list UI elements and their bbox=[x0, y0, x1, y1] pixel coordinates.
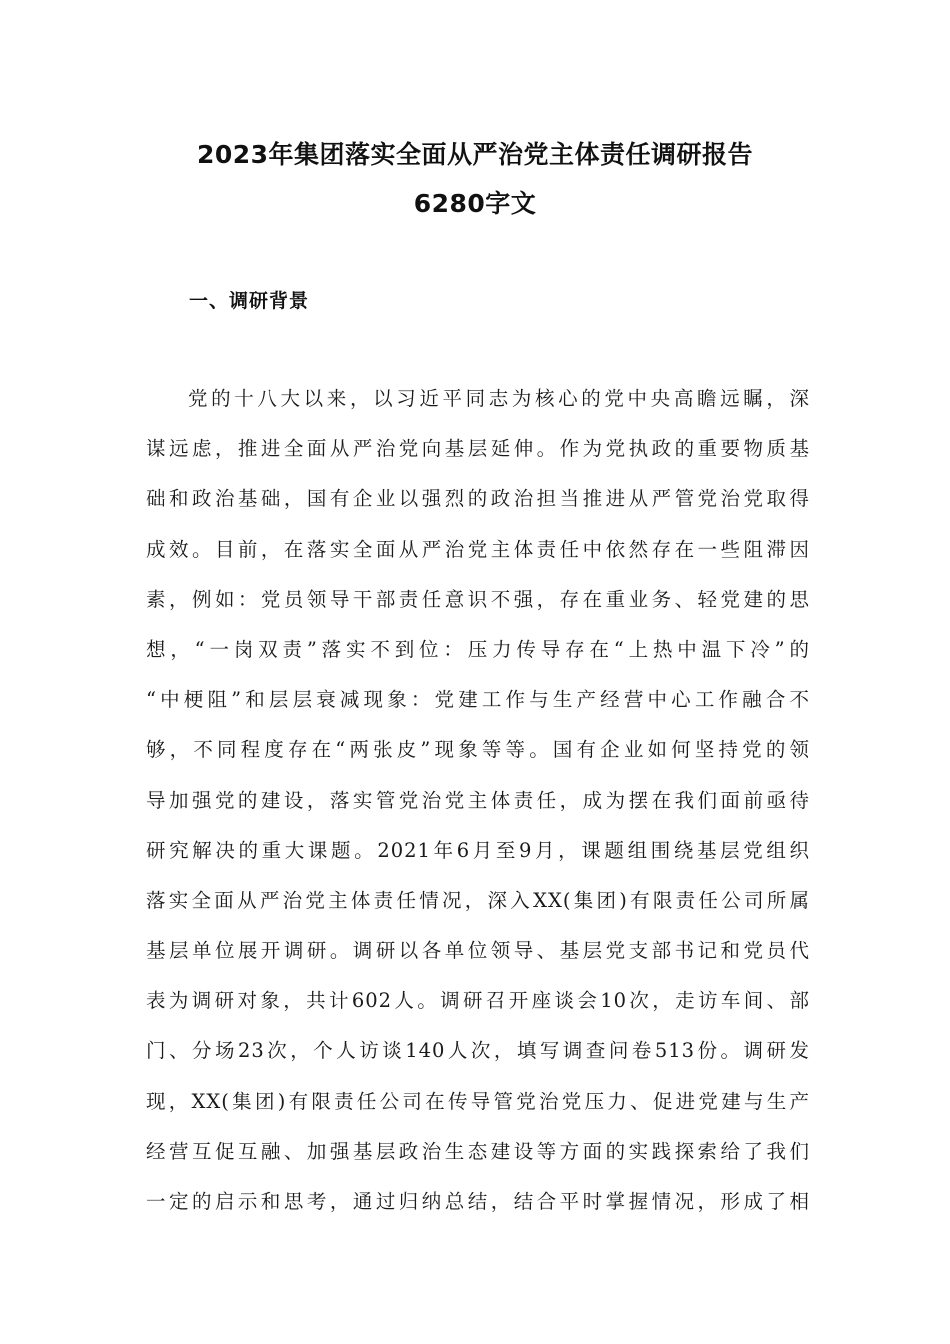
paragraph-line: 研究解决的重大课题。2021年6月至9月，课题组围绕基层党组织 bbox=[146, 838, 810, 862]
paragraph-line: 导加强党的建设，落实管党治党主体责任，成为摆在我们面前亟待 bbox=[146, 788, 810, 812]
paragraph-line: 经营互促互融、加强基层政治生态建设等方面的实践探索给了我们 bbox=[146, 1139, 810, 1163]
paragraph-line: 基层单位展开调研。调研以各单位领导、基层党支部书记和党员代 bbox=[146, 939, 810, 963]
paragraph-line: 素，例如：党员领导干部责任意识不强，存在重业务、轻党建的思 bbox=[146, 587, 810, 611]
paragraph-line: 够，不同程度存在“两张皮”现象等等。国有企业如何坚持党的领 bbox=[146, 738, 810, 762]
paragraph-line: “中梗阻”和层层衰减现象：党建工作与生产经营中心工作融合不 bbox=[146, 688, 810, 712]
paragraph-line: 门、分场23次，个人访谈140人次，填写调查问卷513份。调研发 bbox=[146, 1039, 810, 1063]
paragraph-line: 成效。目前，在落实全面从严治党主体责任中依然存在一些阻滞因 bbox=[146, 537, 810, 561]
section-heading: 一、调研背景 bbox=[189, 290, 310, 312]
paragraph-line: 表为调研对象，共计602人。调研召开座谈会10次，走访车间、部 bbox=[146, 989, 810, 1013]
paragraph-line: 党的十八大以来，以习近平同志为核心的党中央高瞻远瞩，深 bbox=[188, 387, 810, 410]
paragraph-line: 现，XX(集团)有限责任公司在传导管党治党压力、促进党建与生产 bbox=[146, 1089, 810, 1113]
paragraph-line: 一定的启示和思考，通过归纳总结，结合平时掌握情况，形成了相 bbox=[146, 1190, 810, 1213]
paragraph-line: 落实全面从严治党主体责任情况，深入XX(集团)有限责任公司所属 bbox=[146, 888, 810, 912]
paragraph-line: 谋远虑，推进全面从严治党向基层延伸。作为党执政的重要物质基 bbox=[146, 437, 810, 461]
paragraph-line: 想，“一岗双责”落实不到位：压力传导存在“上热中温下冷”的 bbox=[146, 637, 810, 661]
document-title-line-2: 6280字文 bbox=[413, 189, 537, 218]
paragraph-line: 础和政治基础，国有企业以强烈的政治担当推进从严管党治党取得 bbox=[146, 487, 810, 511]
body-paragraph bbox=[146, 381, 810, 1234]
document-title-line-1: 2023年集团落实全面从严治党主体责任调研报告 bbox=[196, 140, 754, 169]
